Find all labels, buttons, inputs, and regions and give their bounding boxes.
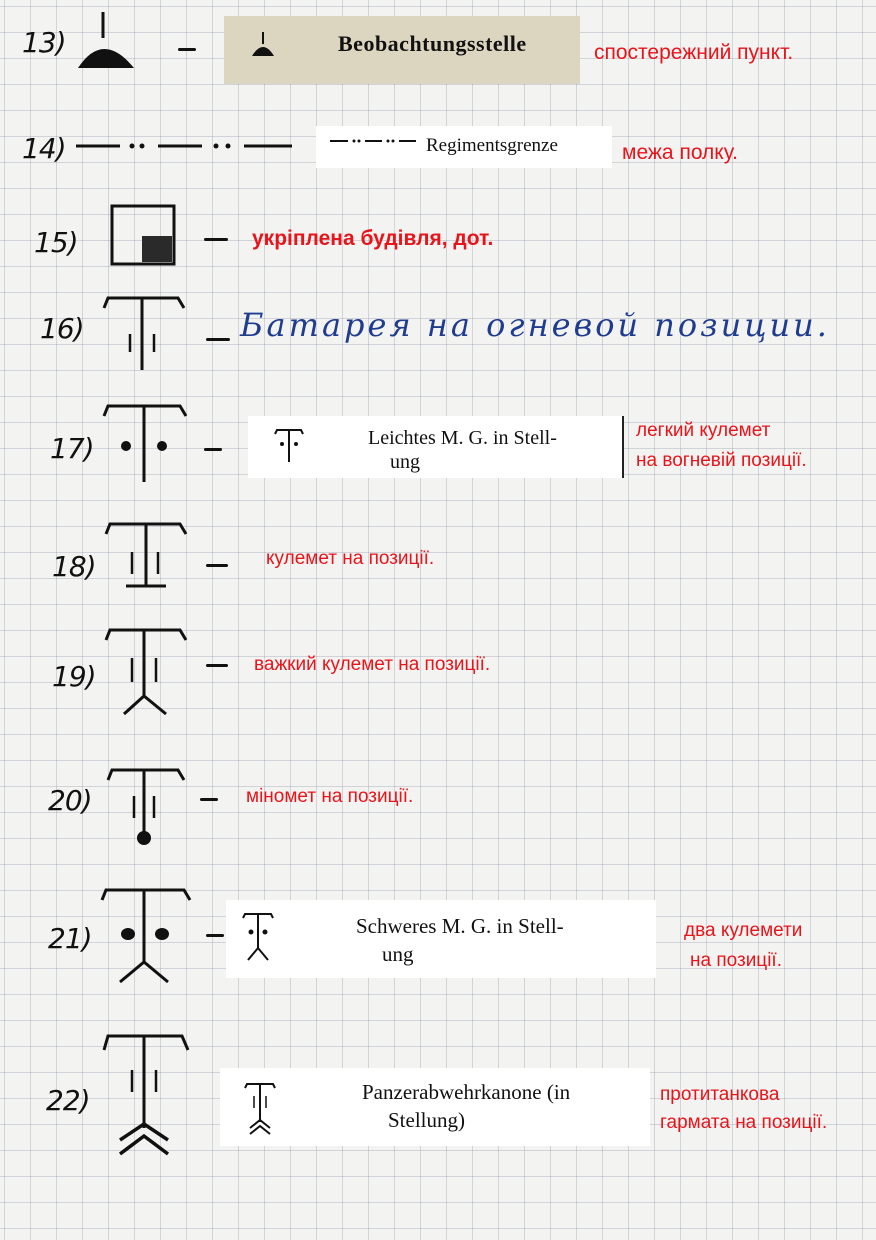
clipping-line-2: ung	[390, 451, 420, 473]
anti-tank-gun-small-symbol	[242, 1082, 278, 1136]
translation-15: укріплена будівля, дот.	[252, 227, 494, 250]
row-number-16: 16)	[40, 312, 84, 345]
clipping-text: Beobachtungsstelle	[338, 31, 527, 56]
separator-dash	[204, 238, 228, 241]
heavy-machine-gun-small-symbol	[240, 912, 276, 962]
light-machine-gun-small-symbol	[272, 428, 306, 464]
row-number-13: 13)	[22, 26, 66, 59]
clipping-line-2: ung	[382, 942, 414, 966]
clipping-panzerabwehrkanone	[220, 1068, 650, 1146]
row-number-21: 21)	[48, 922, 92, 955]
row-number-14: 14)	[22, 132, 66, 165]
translation-21-line-2: на позиції.	[690, 950, 782, 971]
battery-firing-position-symbol	[98, 294, 188, 374]
light-machine-gun-symbol	[98, 402, 190, 486]
translation-19: важкий кулемет на позиції.	[254, 654, 491, 675]
clipping-line-1: Schweres M. G. in Stell-	[356, 914, 564, 938]
regiment-boundary-line-symbol	[76, 140, 296, 152]
heavy-machine-gun-symbol	[100, 626, 190, 720]
fortified-building-symbol	[108, 202, 178, 268]
clipping-line-1: Panzerabwehrkanone (in	[362, 1080, 571, 1104]
separator-dash	[204, 448, 222, 451]
machine-gun-position-symbol	[100, 520, 190, 592]
clipping-regimentsgrenze	[316, 126, 612, 168]
row-number-20: 20)	[48, 784, 92, 817]
translation-17-line-1: легкий кулемет	[636, 420, 771, 441]
separator-dash	[178, 48, 196, 51]
translation-14: межа полку.	[622, 141, 738, 164]
clipping-border	[622, 416, 624, 478]
translation-20: міномет на позиції.	[246, 786, 414, 807]
translation-22-line-2: гармата на позиції.	[660, 1112, 828, 1133]
anti-tank-gun-symbol	[98, 1030, 192, 1160]
clipping-leichtes-mg	[248, 416, 622, 478]
translation-18: кулемет на позиції.	[266, 548, 435, 569]
translation-17-line-2: на вогневій позиції.	[636, 450, 807, 471]
observation-post-symbol	[72, 10, 142, 72]
two-machine-guns-symbol	[96, 886, 196, 986]
clipping-schweres-mg	[226, 900, 656, 978]
clipping-line-1: Leichtes M. G. in Stell-	[368, 427, 557, 449]
observation-post-small-symbol	[250, 30, 276, 58]
clipping-line-2: Stellung)	[388, 1108, 465, 1132]
clipping-text: Regimentsgrenze	[426, 135, 558, 156]
translation-21-line-1: два кулемети	[684, 920, 803, 941]
regiment-boundary-small-symbol	[330, 138, 416, 144]
separator-dash	[206, 564, 228, 567]
translation-22-line-1: протитанкова	[660, 1084, 780, 1105]
separator-dash	[200, 798, 218, 801]
separator-dash	[206, 664, 228, 667]
row-number-18: 18)	[52, 550, 96, 583]
row-number-17: 17)	[50, 432, 94, 465]
translation-13: спостережний пункт.	[594, 41, 794, 64]
separator-dash	[206, 934, 224, 937]
handwritten-russian-note: Батарея на огневой позиции.	[240, 306, 830, 344]
row-number-15: 15)	[34, 226, 78, 259]
mortar-position-symbol	[102, 766, 188, 850]
clipping-beobachtungsstelle	[224, 16, 580, 84]
row-number-19: 19)	[52, 660, 96, 693]
row-number-22: 22)	[46, 1084, 90, 1117]
separator-dash	[206, 338, 230, 341]
